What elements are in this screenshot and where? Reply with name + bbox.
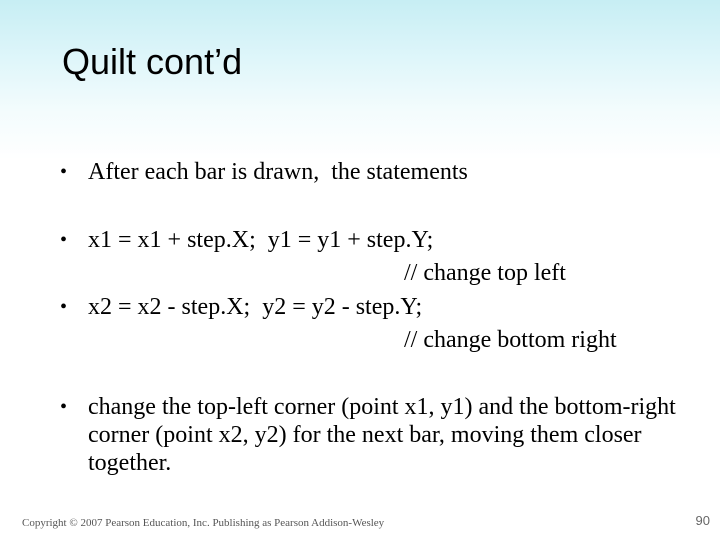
page-number: 90	[695, 513, 710, 528]
bullet-marker: •	[60, 296, 68, 318]
code-line-step-decrement: x2 = x2 - step.X; y2 = y2 - step.Y;	[88, 294, 423, 320]
bullet-text: change the top-left corner (point x1, y1) and the bottom-right corner (point x2, y2) for the next bar, moving them closer together.	[88, 394, 676, 476]
code-comment-bottom-right: // change bottom right	[404, 327, 617, 353]
bullet-text: After each bar is drawn, the statements	[88, 159, 468, 185]
bullet-item-2	[60, 226, 700, 254]
bullet-item-1	[60, 158, 700, 186]
copyright-footer: Copyright © 2007 Pearson Education, Inc. Publishing as Pearson Addison-Wesley	[22, 517, 385, 529]
slide-title: Quilt cont’d	[62, 41, 243, 82]
bullet-item-4	[60, 393, 700, 477]
bullet-item-3	[60, 293, 700, 321]
bullet-marker: •	[60, 229, 68, 251]
bullet-marker: •	[60, 396, 68, 418]
code-line-step-increment: x1 = x1 + step.X; y1 = y1 + step.Y;	[88, 227, 434, 253]
code-comment-top-left: // change top left	[404, 260, 566, 286]
bullet-marker: •	[60, 161, 68, 183]
